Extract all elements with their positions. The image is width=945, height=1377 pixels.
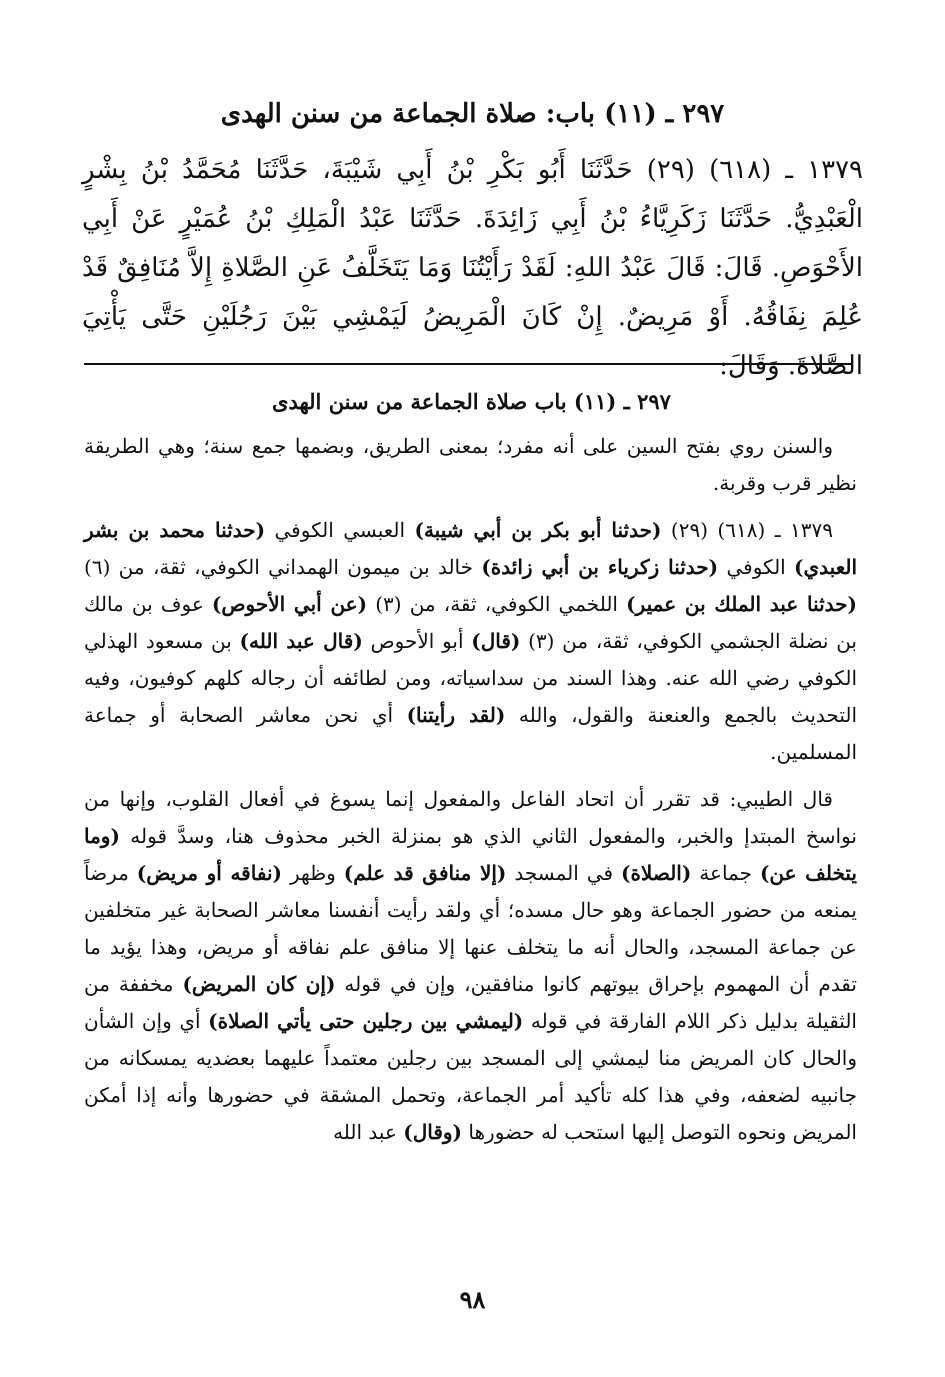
quoted-term: (وقال) [403, 1120, 463, 1144]
text-run: مخففة من الثقيلة بدليل ذكر اللام الفارقة في قوله [84, 972, 857, 1033]
commentary-paragraph-3 [84, 781, 857, 1151]
text-run: أي وإن الشأن والحال كان المريض منا ليمشي إلى المسجد بين رجلين معتمداً عليهما بعضديه يمسكانه من جانبيه لضعفه، وفي هذا كله تأكيد أمر الجماعة، وتحمل المشقة في حضورها وأنه إذا أمكن المريض ونحوه التوصل إليها استحب له حضورها [84, 1009, 857, 1144]
text-run: العبسي الكوفي [265, 518, 415, 542]
quoted-term: (حدثنا زكرياء بن أبي زائدة) [481, 555, 719, 579]
hadith-text: ١٣٧٩ ـ (٦١٨) (٢٩) حَدَّثَنَا أَبُو بَكْرِ بْنُ أَبِي شَيْبَةَ، حَدَّثَنَا مُحَمَّدُ بْنُ بِشْرٍ الْعَبْدِيُّ. حَدَّثَنَا زَكَرِيَّاءُ بْنُ أَبِي زَائِدَةَ. حَدَّثَنَا عَبْدُ الْمَلِكِ بْنُ عُمَيْرٍ عَنْ أَبِي الأَحْوَصِ. قَالَ: قَالَ عَبْدُ اللهِ: لَقَدْ رَأَيْتُنَا وَمَا يَتَخَلَّفُ عَنِ الصَّلاةِ إِلاَّ مُنَافِقٌ قَدْ عُلِمَ نِفَاقُهُ. أَوْ مَرِيضٌ. إِنْ كَانَ الْمَرِيضُ لَيَمْشِي بَيْنَ رَجُلَيْنِ حَتَّى يَأْتِيَ الصَّلاةَ. وَقَالَ: [82, 155, 863, 381]
commentary-body [84, 428, 857, 1161]
text-run: قال الطيبي: قد تقرر أن اتحاد الفاعل والمفعول إنما يسوغ في أفعال القلوب، وإنها من نواسخ المبتدإ والخبر، والمفعول الثاني الذي هو بمنزلة الخبر محذوف هنا، وسدَّ قوله [84, 787, 857, 848]
text-run: في المسجد [506, 861, 621, 885]
text-run: عبد الله [333, 1120, 404, 1144]
commentary-paragraph-1: والسنن روي بفتح السين على أنه مفرد؛ بمعنى الطريق، وبضمها جمع سنة؛ وهي الطريقة نظير قرب وقربة. [84, 434, 857, 495]
text-run: مرضاً يمنعه من حضور الجماعة وهو حال مسده؛ أي ولقد رأيت أنفسنا معاشر الصحابة غير متخلفين عن جماعة المسجد، والحال أنه ما يتخلف عنها إلا منافق علم نفاقه أو مريض، وهذا يؤيد ما تقدم أن المهموم بإحراق بيوتهم كانوا منافقين، وإن في قوله [84, 861, 857, 996]
text-run: بن مسعود الهذلي الكوفي رضي الله عنه. وهذا السند من سداسياته، ومن لطائفه أن رجاله كلهم كوفيون، وفيه التحديث بالجمع والعنعنة والقول، والله [84, 629, 857, 727]
quoted-term: (قال عبد الله) [239, 629, 363, 653]
text-run: عوف بن مالك بن نضلة الجشمي الكوفي، ثقة، من (٣) [84, 592, 857, 653]
quoted-term: (قال) [471, 629, 521, 653]
quoted-term: (حدثنا أبو بكر بن أبي شيبة) [414, 518, 662, 542]
text-run: وظهر [281, 861, 344, 885]
text-run: ١٣٧٩ ـ (٦١٨) (٢٩) [661, 518, 833, 542]
section-divider [84, 363, 853, 365]
quoted-term: (إلا منافق قد علم) [343, 861, 507, 885]
quoted-term: (الصلاة) [620, 861, 692, 885]
text-run: أبو الأحوص [362, 629, 472, 653]
quoted-term: (وما يتخلف عن) [84, 824, 857, 885]
quoted-term: (ليمشي بين رجلين حتى يأتي الصلاة) [208, 1009, 524, 1033]
quoted-term: (حدثنا عبد الملك بن عمير) [626, 592, 857, 616]
page-number: ٩٨ [459, 1285, 486, 1314]
quoted-term: (حدثنا محمد بن بشر العبدي) [84, 518, 857, 579]
text-run: جماعة [691, 861, 760, 885]
text-run: خالد بن ميمون الهمداني الكوفي، ثقة، من (٦) [84, 555, 482, 579]
text-run: أي نحن معاشر الصحابة أو جماعة المسلمين. [84, 703, 857, 764]
text-run: الكوفي [718, 555, 795, 579]
text-run: اللخمي الكوفي، ثقة، من (٣) [367, 592, 627, 616]
commentary-heading: ٢٩٧ ـ (١١) باب صلاة الجماعة من سنن الهدى [272, 389, 671, 414]
quoted-term: (نفاقه أو مريض) [136, 861, 282, 885]
quoted-term: (إن كان المريض) [182, 972, 336, 996]
quoted-term: (لقد رأيتنا) [406, 703, 506, 727]
commentary-paragraph-2 [84, 512, 857, 771]
quoted-term: (عن أبي الأحوص) [211, 592, 368, 616]
chapter-heading: ٢٩٧ ـ (١١) باب: صلاة الجماعة من سنن الهدى [220, 99, 725, 129]
